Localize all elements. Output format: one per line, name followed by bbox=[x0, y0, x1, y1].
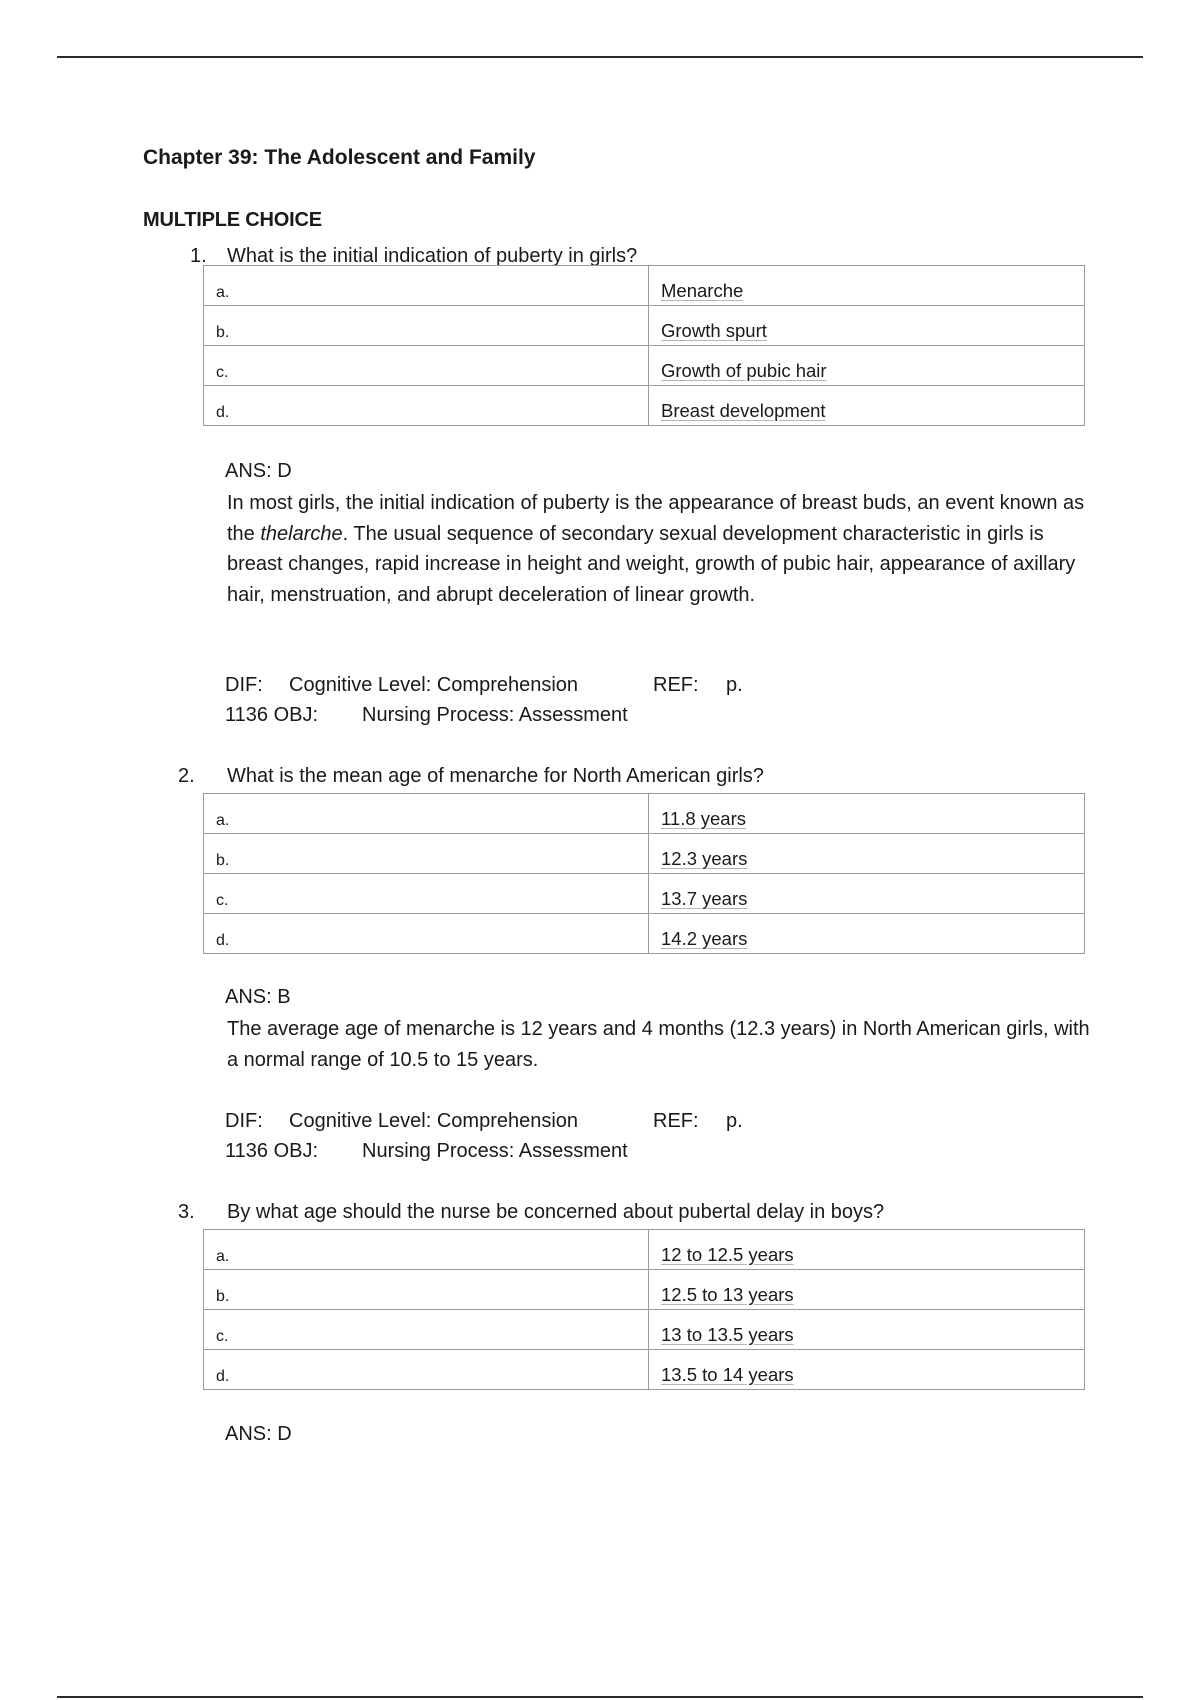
choice-row[interactable] bbox=[204, 1270, 1085, 1310]
question-metadata bbox=[225, 1106, 743, 1166]
choice-letter: a. bbox=[216, 284, 230, 301]
question-number: 2. bbox=[178, 765, 195, 787]
choice-row[interactable] bbox=[204, 1350, 1085, 1390]
choice-row[interactable] bbox=[204, 794, 1085, 834]
dif-value: Cognitive Level: Comprehension bbox=[289, 1110, 579, 1132]
question-text: By what age should the nurse be concerned about pubertal delay in boys? bbox=[227, 1201, 885, 1223]
choice-letter: d. bbox=[216, 404, 230, 421]
choice-letter: c. bbox=[216, 1328, 229, 1345]
ref-value: p. bbox=[726, 674, 743, 696]
rationale-term: thelarche bbox=[260, 522, 343, 545]
choice-text: 12 to 12.5 years bbox=[661, 1244, 794, 1265]
dif-label: DIF: bbox=[225, 674, 263, 696]
choice-letter: d. bbox=[216, 1368, 230, 1385]
choice-text: 12.3 years bbox=[661, 848, 748, 869]
choice-text: 11.8 years bbox=[661, 808, 747, 829]
choice-row[interactable] bbox=[204, 386, 1085, 426]
question-text: What is the initial indication of puberty in girls? bbox=[227, 245, 638, 267]
answer-key: ANS: B bbox=[225, 986, 291, 1008]
rationale-part: . The usual sequence of secondary sexual development characteristic in girls is breast changes, rapid increase in height and weight, growth of pubic hair, appearance of axillary hair, menstruation, and abrupt deceleration of linear growth. bbox=[227, 522, 1076, 606]
page-obj-label: 1136 OBJ: bbox=[225, 1140, 319, 1162]
choice-row[interactable] bbox=[204, 1230, 1085, 1270]
section-heading: MULTIPLE CHOICE bbox=[143, 209, 322, 231]
obj-value: Nursing Process: Assessment bbox=[362, 1140, 628, 1162]
choice-text: Growth of pubic hair bbox=[661, 360, 827, 381]
rationale: The average age of menarche is 12 years and 4 months (12.3 years) in North American girls, with a normal range of 10.5 to 15 years. bbox=[227, 1018, 1090, 1071]
choice-text: 13 to 13.5 years bbox=[661, 1324, 794, 1345]
answer-key: ANS: D bbox=[225, 460, 292, 482]
choice-letter: b. bbox=[216, 324, 230, 341]
bottom-rule bbox=[57, 1696, 1143, 1698]
page-obj-label: 1136 OBJ: bbox=[225, 704, 319, 726]
choice-row[interactable] bbox=[204, 1310, 1085, 1350]
question-metadata bbox=[225, 670, 743, 730]
question-number: 1. bbox=[190, 245, 207, 267]
choices-table bbox=[203, 793, 1085, 954]
choice-row[interactable] bbox=[204, 346, 1085, 386]
chapter-title: Chapter 39: The Adolescent and Family bbox=[143, 146, 536, 169]
ref-value: p. bbox=[726, 1110, 743, 1132]
choice-letter: a. bbox=[216, 812, 230, 829]
answer-key: ANS: D bbox=[225, 1423, 292, 1445]
rationale bbox=[227, 488, 1097, 610]
choice-row[interactable] bbox=[204, 306, 1085, 346]
choice-letter: c. bbox=[216, 892, 229, 909]
choice-letter: a. bbox=[216, 1248, 230, 1265]
choice-text: 12.5 to 13 years bbox=[661, 1284, 794, 1305]
choice-text: 13.7 years bbox=[661, 888, 748, 909]
obj-value: Nursing Process: Assessment bbox=[362, 704, 628, 726]
choice-row[interactable] bbox=[204, 914, 1085, 954]
choices-table bbox=[203, 1229, 1085, 1390]
choice-text: 14.2 years bbox=[661, 928, 748, 949]
question-number: 3. bbox=[178, 1201, 195, 1223]
choice-letter: c. bbox=[216, 364, 229, 381]
rationale-part: In most girls, the initial indication of puberty is the appearance of breast buds, an event known as the bbox=[227, 492, 1085, 545]
choice-text: Breast development bbox=[661, 400, 826, 421]
choice-letter: b. bbox=[216, 1288, 230, 1305]
dif-label: DIF: bbox=[225, 1110, 263, 1132]
choice-row[interactable] bbox=[204, 874, 1085, 914]
choice-letter: d. bbox=[216, 932, 230, 949]
ref-label: REF: bbox=[653, 1110, 699, 1132]
choices-table bbox=[203, 265, 1085, 426]
question-text: What is the mean age of menarche for North American girls? bbox=[227, 765, 764, 787]
choice-letter: b. bbox=[216, 852, 230, 869]
top-rule bbox=[57, 56, 1143, 58]
choice-text: 13.5 to 14 years bbox=[661, 1364, 794, 1385]
choice-text: Growth spurt bbox=[661, 320, 767, 341]
choice-row[interactable] bbox=[204, 266, 1085, 306]
ref-label: REF: bbox=[653, 674, 699, 696]
choice-text: Menarche bbox=[661, 280, 744, 301]
choice-row[interactable] bbox=[204, 834, 1085, 874]
dif-value: Cognitive Level: Comprehension bbox=[289, 674, 579, 696]
